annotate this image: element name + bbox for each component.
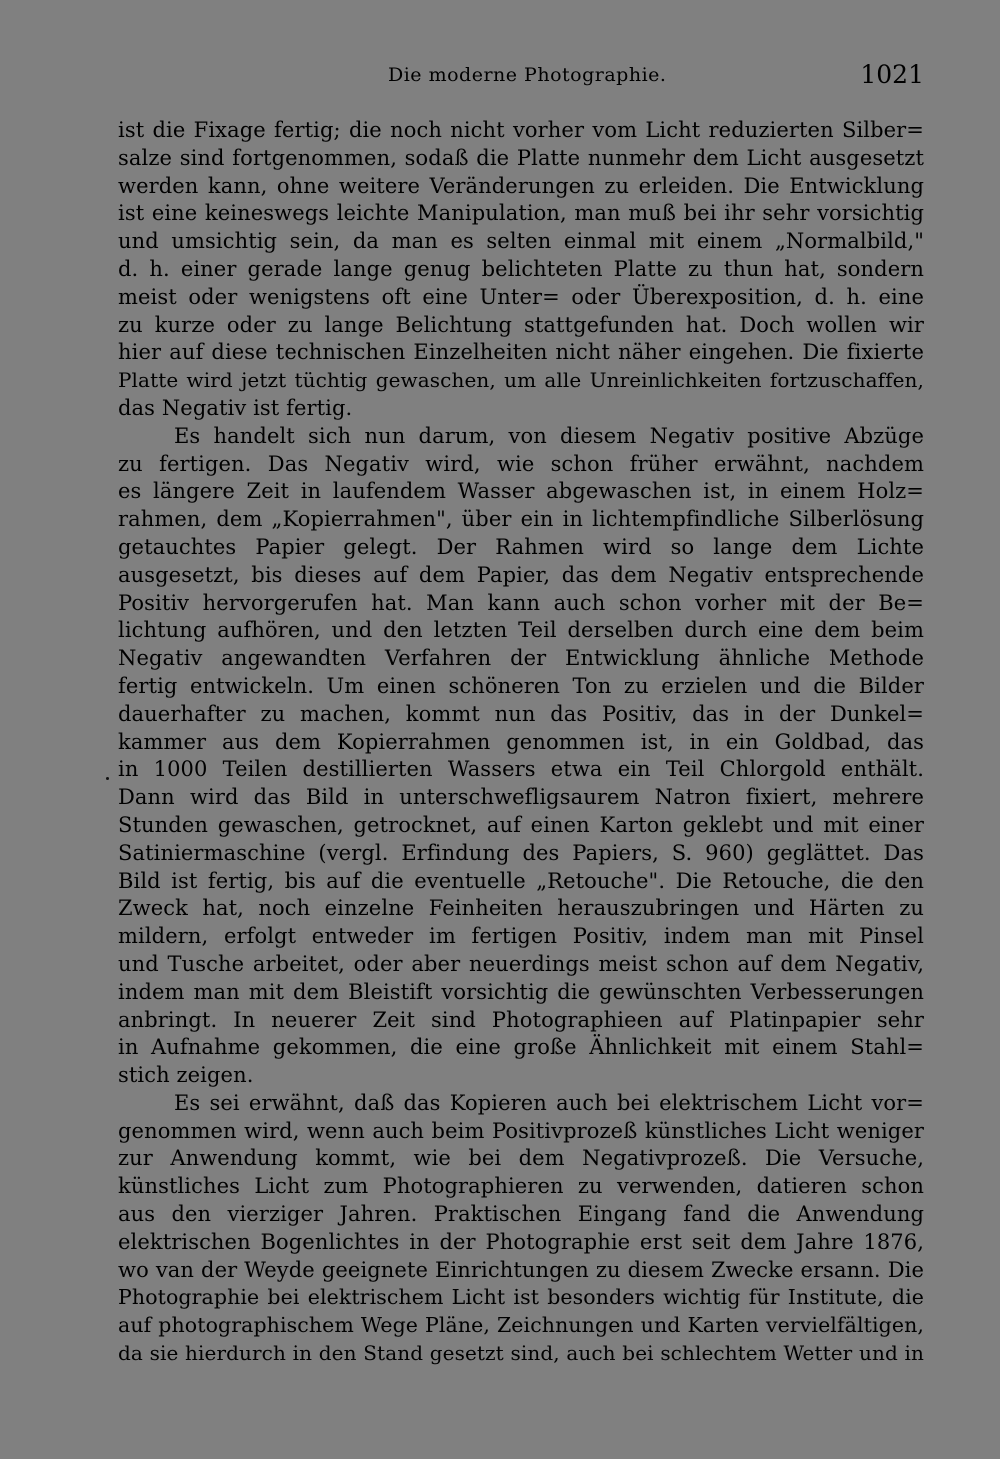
page-number: 1021 bbox=[860, 60, 924, 89]
text-line: auf photographischem Wege Pläne, Zeichnungen und Karten vervielfältigen, bbox=[118, 1313, 924, 1338]
text-line: in Aufnahme gekommen, die eine große Ähnlichkeit mit einem Stahl= bbox=[118, 1035, 924, 1060]
text-line: ist eine keineswegs leichte Manipulation, man muß bei ihr sehr vorsichtig bbox=[118, 201, 924, 226]
text-line: stich zeigen. bbox=[118, 1063, 254, 1088]
text-line: Bild ist fertig, bis auf die eventuelle „Retouche". Die Retouche, die den bbox=[118, 868, 924, 893]
text-line: meist oder wenigstens oft eine Unter= oder Überexposition, d. h. eine bbox=[118, 284, 924, 309]
text-line: Negativ angewandten Verfahren der Entwicklung ähnliche Methode bbox=[118, 646, 924, 671]
text-line: Stunden gewaschen, getrocknet, auf einen Karton geklebt und mit einer bbox=[118, 812, 924, 837]
text-line: ausgesetzt, bis dieses auf dem Papier, das dem Negativ entsprechende bbox=[118, 562, 924, 587]
text-line: Satiniermaschine (vergl. Erfindung des Papiers, S. 960) geglättet. Das bbox=[118, 840, 924, 865]
text-line: anbringt. In neuerer Zeit sind Photographieen auf Platinpapier sehr bbox=[118, 1007, 924, 1032]
running-header bbox=[118, 58, 924, 98]
text-line: Zweck hat, noch einzelne Feinheiten herauszubringen und Härten zu bbox=[118, 896, 924, 921]
text-line: werden kann, ohne weitere Veränderungen zu erleiden. Die Entwicklung bbox=[118, 173, 924, 198]
text-line: lichtung aufhören, und den letzten Teil derselben durch eine dem beim bbox=[118, 618, 924, 643]
text-line: zu fertigen. Das Negativ wird, wie schon früher erwähnt, nachdem bbox=[118, 451, 924, 476]
text-line: zu kurze oder zu lange Belichtung stattgefunden hat. Doch wollen wir bbox=[118, 312, 924, 337]
text-line: fertig entwickeln. Um einen schöneren Ton zu erzielen und die Bilder bbox=[118, 673, 924, 698]
text-line: künstliches Licht zum Photographieren zu verwenden, datieren schon bbox=[118, 1174, 924, 1199]
text-line: salze sind fortgenommen, sodaß die Platte nunmehr dem Licht ausgesetzt bbox=[118, 145, 924, 170]
text-line: wo van der Weyde geeignete Einrichtungen zu diesem Zwecke ersann. Die bbox=[118, 1257, 924, 1282]
margin-mark bbox=[106, 777, 109, 780]
text-line: d. h. einer gerade lange genug belichteten Platte zu thun hat, sondern bbox=[118, 256, 924, 281]
text-line: zur Anwendung kommt, wie bei dem Negativprozeß. Die Versuche, bbox=[118, 1146, 924, 1171]
text-line: Dann wird das Bild in unterschwefligsaurem Natron fixiert, mehrere bbox=[118, 785, 924, 810]
text-line: genommen wird, wenn auch beim Positivprozeß künstliches Licht weniger bbox=[118, 1118, 924, 1143]
text-line: kammer aus dem Kopierrahmen genommen ist, in ein Goldbad, das bbox=[118, 729, 924, 754]
text-line: mildern, erfolgt entweder im fertigen Positiv, indem man mit Pinsel bbox=[118, 924, 924, 949]
text-line: Platte wird jetzt tüchtig gewaschen, um alle Unreinlichkeiten fortzuschaffen, bbox=[118, 368, 924, 393]
text-line: und umsichtig sein, da man es selten einmal mit einem „Normalbild," bbox=[118, 229, 924, 254]
text-line: Es handelt sich nun darum, von diesem Negativ positive Abzüge bbox=[174, 423, 924, 448]
text-line: hier auf diese technischen Einzelheiten nicht näher eingehen. Die fixierte bbox=[118, 340, 924, 365]
text-line: Photographie bei elektrischem Licht ist besonders wichtig für Institute, die bbox=[118, 1285, 924, 1310]
text-line: elektrischen Bogenlichtes in der Photographie erst seit dem Jahre 1876, bbox=[118, 1229, 924, 1254]
text-line: dauerhafter zu machen, kommt nun das Positiv, das in der Dunkel= bbox=[118, 701, 924, 726]
text-line: getauchtes Papier gelegt. Der Rahmen wird so lange dem Lichte bbox=[118, 534, 924, 559]
text-line: ist die Fixage fertig; die noch nicht vorher vom Licht reduzierten Silber= bbox=[118, 118, 924, 142]
text-line: aus den vierziger Jahren. Praktischen Eingang fand die Anwendung bbox=[118, 1202, 924, 1227]
text-line: es längere Zeit in laufendem Wasser abgewaschen ist, in einem Holz= bbox=[118, 479, 924, 504]
text-line: Positiv hervorgerufen hat. Man kann auch schon vorher mit der Be= bbox=[118, 590, 924, 615]
text-line: rahmen, dem „Kopierrahmen", über ein in lichtempfindliche Silberlösung bbox=[118, 507, 924, 532]
text-line: Es sei erwähnt, daß das Kopieren auch bei elektrischem Licht vor= bbox=[174, 1090, 924, 1115]
running-title: Die moderne Photographie. bbox=[388, 64, 667, 86]
body-text bbox=[118, 117, 924, 1368]
text-line: das Negativ ist fertig. bbox=[118, 395, 353, 420]
text-line: da sie hierdurch in den Stand gesetzt sind, auch bei schlechtem Wetter und in bbox=[118, 1341, 924, 1366]
text-line: indem man mit dem Bleistift vorsichtig die gewünschten Verbesserungen bbox=[118, 979, 924, 1004]
text-line: in 1000 Teilen destillierten Wassers etwa ein Teil Chlorgold enthält. bbox=[118, 757, 924, 782]
text-line: und Tusche arbeitet, oder aber neuerdings meist schon auf dem Negativ, bbox=[118, 951, 924, 976]
